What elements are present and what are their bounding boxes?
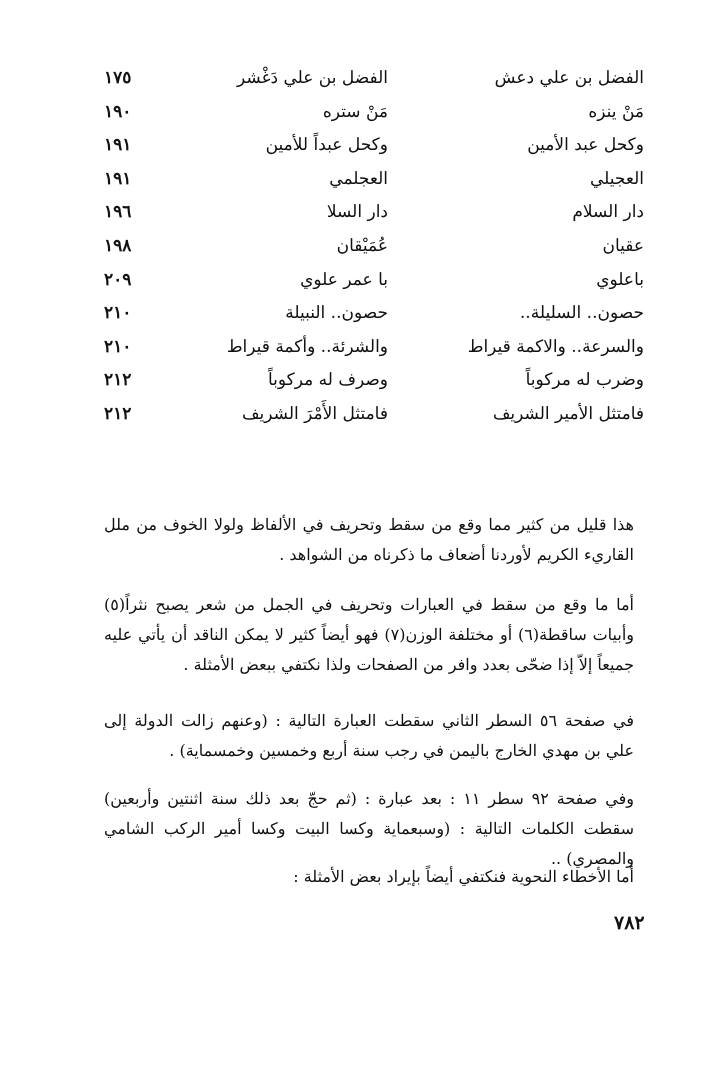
corrected-text: حصون.. النبيلة bbox=[285, 303, 388, 324]
original-text: وضرب له مركوباً bbox=[525, 370, 644, 391]
original-text: والسرعة.. والاكمة قيراط bbox=[467, 336, 644, 357]
original-text: حصون.. السليلة.. bbox=[519, 303, 644, 324]
corrected-text: با عمر علوي bbox=[300, 269, 388, 290]
page-number: ١٩٦ bbox=[104, 202, 132, 223]
original-text: دار السلام bbox=[572, 202, 644, 223]
table-row bbox=[104, 297, 644, 331]
table-row bbox=[104, 196, 644, 230]
corrected-text: وصرف له مركوباً bbox=[267, 370, 388, 391]
table-row bbox=[104, 96, 644, 130]
original-text: العجيلي bbox=[589, 168, 644, 189]
page-number: ١٧٥ bbox=[104, 68, 132, 88]
corrected-text: مَنْ ستره bbox=[322, 101, 388, 122]
page-number: ١٩٨ bbox=[104, 235, 132, 256]
body-paragraph: أما ما وقع من سقط في العبارات وتحريف في الجمل من شعر يصبح نثراً(٥) وأبيات ساقطة(٦) أو مختلفة الوزن(٧) فهو أيضاً كثير لا يمكن الناقد أن يأتي عليه جميعاً إلاّ إذا ضحّى بعدد وافر من الصفحات ولذا نكتفي ببعض الأمثلة . bbox=[104, 595, 635, 674]
original-text: باعلوي bbox=[596, 269, 644, 290]
original-text: مَنْ ينزه bbox=[588, 101, 644, 122]
page-number: ٢٠٩ bbox=[104, 269, 132, 290]
table-row bbox=[104, 364, 644, 398]
corrected-text: والشرئة.. وأكمة قيراط bbox=[226, 336, 388, 357]
table-row bbox=[104, 398, 644, 432]
corrected-text: عُمَيْقان bbox=[336, 235, 388, 256]
corrected-text: دار السلا bbox=[326, 202, 388, 223]
page-folio-number: ٧٨٢ bbox=[614, 912, 645, 934]
corrected-text: العجلمي bbox=[329, 168, 388, 189]
page-number: ١٩١ bbox=[104, 135, 132, 156]
corrected-text: فامتثل الأَمْرَ الشريف bbox=[241, 403, 388, 424]
table-row bbox=[104, 331, 644, 365]
original-text: عقيان bbox=[602, 235, 644, 256]
corrections-table bbox=[104, 62, 644, 432]
body-paragraph: في صفحة ٥٦ السطر الثاني سقطت العبارة التالية : (وعنهم زالت الدولة إلى علي بن مهدي الخارج باليمن في رجب سنة أربع وخمسين وخمسماية) . bbox=[104, 711, 635, 760]
corrected-text: وكحل عبداً للأمين bbox=[265, 135, 388, 156]
original-text: الفضل بن علي دعش bbox=[494, 68, 644, 88]
original-text: وكحل عبد الأمين bbox=[527, 135, 644, 156]
original-text: فامتثل الأمير الشريف bbox=[492, 403, 644, 424]
table-row bbox=[104, 230, 644, 264]
body-paragraph: وفي صفحة ٩٢ سطر ١١ : بعد عبارة : (ثم حجّ بعد ذلك سنة اثنتين وأربعين) سقطت الكلمات التالية : (وسبعماية وكسا البيت وكسا أمير الركب الشامي والمصري) .. bbox=[104, 789, 634, 868]
table-row bbox=[104, 62, 644, 96]
page-number: ٢١٢ bbox=[104, 403, 132, 424]
table-row bbox=[104, 129, 644, 163]
page-number: ٢١٠ bbox=[104, 303, 132, 324]
page-number: ١٩١ bbox=[104, 168, 132, 189]
page-number: ١٩٠ bbox=[104, 101, 132, 122]
body-paragraph: أما الأخطاء النحوية فنكتفي أيضاً بإيراد بعض الأمثلة : bbox=[293, 867, 634, 886]
body-paragraph: هذا قليل من كثير مما وقع من سقط وتحريف في الألفاظ ولولا الخوف من ملل القاريء الكريم لأوردنا أضعاف ما ذكرناه من الشواهد . bbox=[104, 515, 634, 564]
corrected-text: الفضل بن علي دَغْشر bbox=[237, 68, 388, 88]
table-row bbox=[104, 163, 644, 197]
page-number: ٢١٢ bbox=[104, 370, 132, 391]
table-row bbox=[104, 264, 644, 298]
page-number: ٢١٠ bbox=[104, 336, 132, 357]
